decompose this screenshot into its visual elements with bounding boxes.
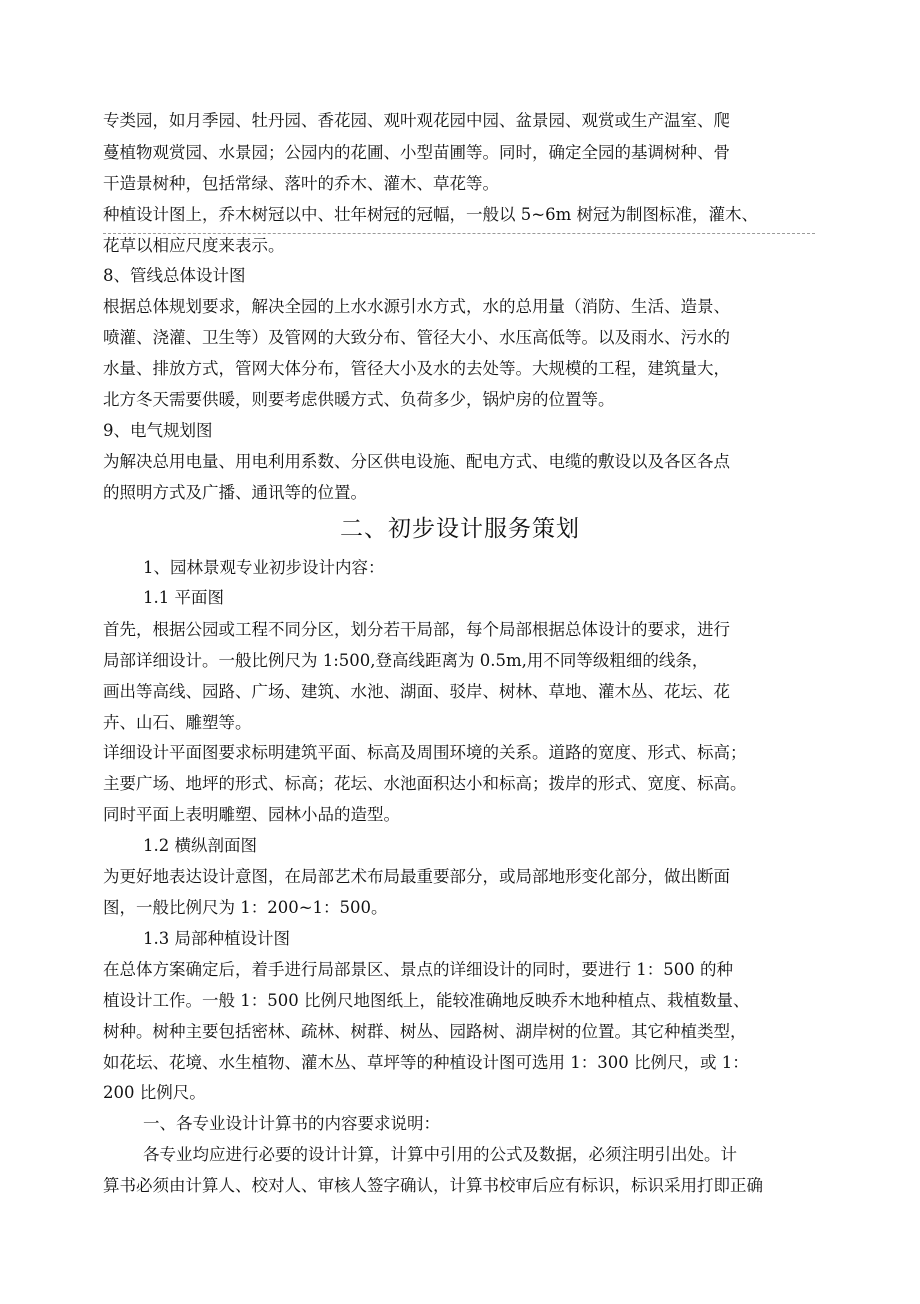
paragraph-line: 花草以相应尺度来表示。 xyxy=(103,236,285,255)
subsection-heading: 1、园林景观专业初步设计内容： xyxy=(143,558,385,577)
paragraph-line: 的照明方式及广播、通讯等的位置。 xyxy=(103,483,367,502)
paragraph-line: 北方冬天需要供暖，则要考虑供暖方式、负荷多少，锅炉房的位置等。 xyxy=(103,390,615,409)
paragraph-line: 详细设计平面图要求标明建筑平面、标高及周围环境的关系。道路的宽度、形式、标高； xyxy=(103,743,747,762)
paragraph-line: 在总体方案确定后，着手进行局部景区、景点的详细设计的同时，要进行 1：500 的种 xyxy=(103,960,733,979)
subsection-heading: 一、各专业设计计算书的内容要求说明： xyxy=(143,1114,440,1133)
paragraph-line: 卉、山石、雕塑等。 xyxy=(103,713,252,732)
section-heading: 8、管线总体设计图 xyxy=(103,266,246,285)
section-heading: 9、电气规划图 xyxy=(103,421,213,440)
paragraph-line: 同时平面上表明雕塑、园林小品的造型。 xyxy=(103,805,400,824)
paragraph-line: 主要广场、地坪的形式、标高；花坛、水池面积达小和标高；拨岸的形式、宽度、标高。 xyxy=(103,774,747,793)
subsection-heading: 1.2 横纵剖面图 xyxy=(143,836,257,855)
paragraph-line: 算书必须由计算人、校对人、审核人签字确认，计算书校审后应有标识，标识采用打即正确 xyxy=(103,1176,763,1195)
paragraph-line: 树种。树种主要包括密林、疏林、树群、树丛、园路树、湖岸树的位置。其它种植类型， xyxy=(103,1022,747,1041)
paragraph-line: 如花坛、花境、水生植物、灌木丛、草坪等的种植设计图可选用 1：300 比例尺，或 1： xyxy=(103,1053,749,1072)
paragraph-line: 蔓植物观赏园、水景园；公园内的花圃、小型苗圃等。同时，确定全园的基调树种、骨 xyxy=(103,143,730,162)
subsection-heading: 1.3 局部种植设计图 xyxy=(143,929,290,948)
subsection-heading: 1.1 平面图 xyxy=(143,588,224,607)
paragraph-line: 图，一般比例尺为 1：200~1：500。 xyxy=(103,898,388,917)
chapter-title: 二、初步设计服务策划 xyxy=(340,516,580,542)
paragraph-line: 干造景树种，包括常绿、落叶的乔木、灌木、草花等。 xyxy=(103,174,499,193)
paragraph-line: 水量、排放方式，管网大体分布，管径大小及水的去处等。大规模的工程，建筑量大， xyxy=(103,359,730,378)
paragraph-line: 喷灌、浇灌、卫生等）及管网的大致分布、管径大小、水压高低等。以及雨水、污水的 xyxy=(103,328,730,347)
paragraph-line: 根据总体规划要求，解决全园的上水水源引水方式，水的总用量（消防、生活、造景、 xyxy=(103,297,730,316)
paragraph-line: 种植设计图上，乔木树冠以中、壮年树冠的冠幅，一般以 5~6m 树冠为制图标准，灌木、 xyxy=(103,205,758,224)
paragraph-line: 为解决总用电量、用电利用系数、分区供电设施、配电方式、电缆的敷设以及各区各点 xyxy=(103,452,730,471)
paragraph-line: 画出等高线、园路、广场、建筑、水池、湖面、驳岸、树林、草地、灌木丛、花坛、花 xyxy=(103,682,730,701)
paragraph-line: 植设计工作。一般 1：500 比例尺地图纸上，能较准确地反映乔木地种植点、栽植数量、 xyxy=(103,991,750,1010)
paragraph-line: 为更好地表达设计意图，在局部艺术布局最重要部分，或局部地形变化部分，做出断面 xyxy=(103,867,730,886)
paragraph-line: 专类园，如月季园、牡丹园、香花园、观叶观花园中园、盆景园、观赏或生产温室、爬 xyxy=(103,111,730,130)
dashed-divider xyxy=(103,233,815,234)
paragraph-line: 200 比例尺。 xyxy=(103,1083,206,1102)
paragraph-line: 各专业均应进行必要的设计计算，计算中引用的公式及数据，必须注明引出处。计 xyxy=(143,1145,737,1164)
paragraph-line: 首先，根据公园或工程不同分区，划分若干局部，每个局部根据总体设计的要求，进行 xyxy=(103,620,730,639)
paragraph-line: 局部详细设计。一般比例尺为 1:500,登高线距离为 0.5m,用不同等级粗细的线条， xyxy=(103,651,709,670)
